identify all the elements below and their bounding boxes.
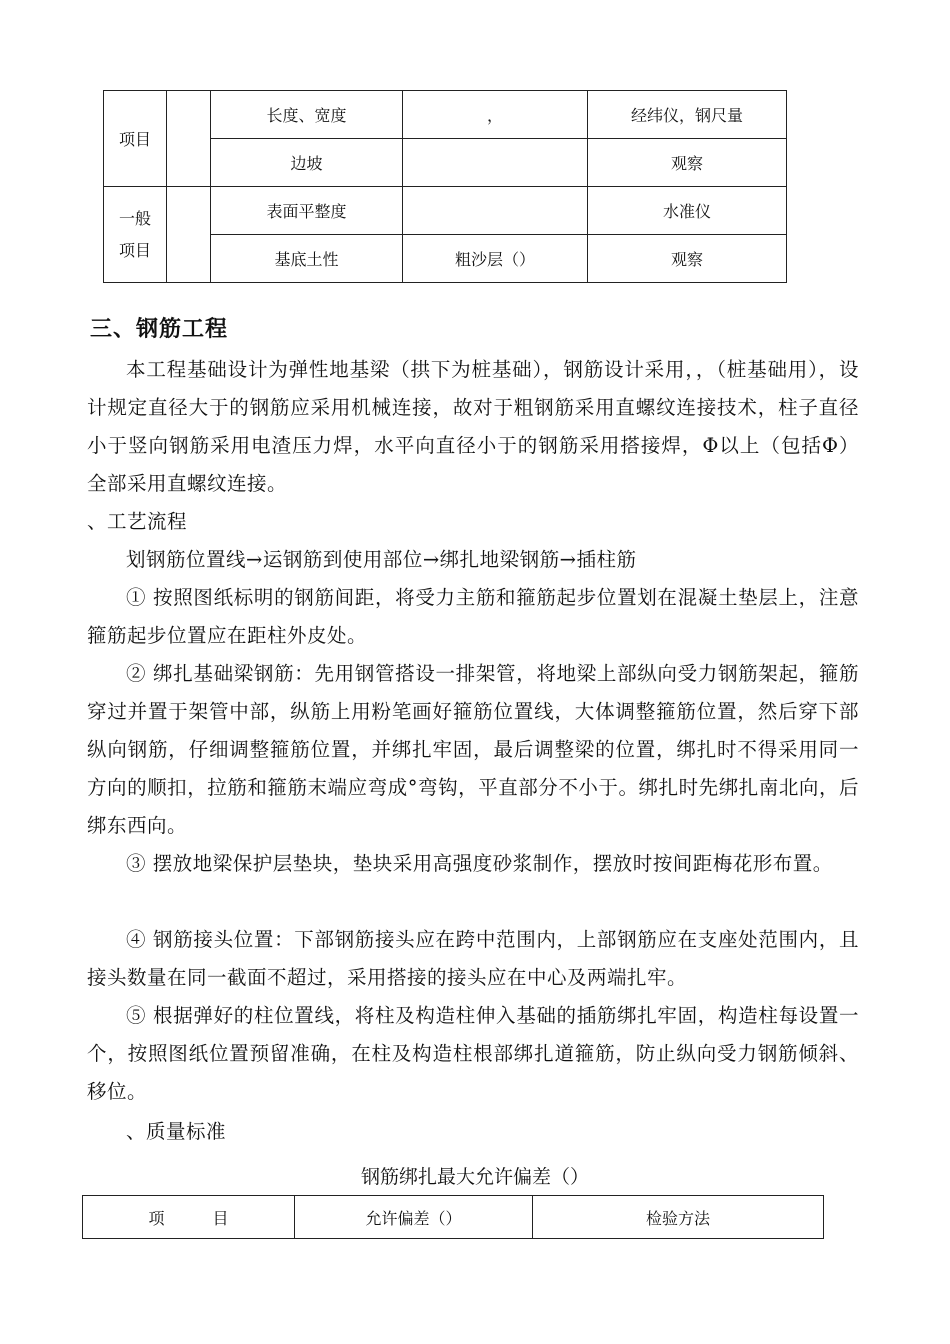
subheading-quality: 、质量标准 [126, 1120, 227, 1143]
intro-paragraph: 本工程基础设计为弹性地基梁（拱下为桩基础），钢筋设计采用，，（桩基础用），设计规定直径大于的钢筋应采用机械连接，故对于粗钢筋采用直螺纹连接技术，柱子直径小于竖向钢筋采用电渣压力焊，水平向直径小于的钢筋采用搭接焊，Φ以上（包括Φ）全部采用直螺纹连接。 [87, 358, 859, 495]
inspection-table-top [103, 90, 787, 283]
step-paragraph: ① 按照图纸标明的钢筋间距，将受力主筋和箍筋起步位置划在混凝土垫层上，注意箍筋起步位置应在距柱外皮处。 [87, 586, 859, 647]
method-cell: 观察 [588, 139, 787, 187]
step-paragraph: ② 绑扎基础梁钢筋：先用钢管搭设一排架管，将地梁上部纵向受力钢筋架起，箍筋穿过并置于架管中部，纵筋上用粉笔画好箍筋位置线，大体调整箍筋位置，然后穿下部纵向钢筋，仔细调整箍筋位置，并绑扎牢固，最后调整梁的位置，绑扎时不得采用同一方向的顺扣，拉筋和箍筋末端应弯成°弯钩，平直部分不小于。绑扎时先绑扎南北向，后绑东西向。 [87, 662, 859, 837]
method-cell: 观察 [588, 235, 787, 283]
method-cell: 经纬仪，钢尺量 [588, 91, 787, 139]
step-paragraph: ③ 摆放地梁保护层垫块，垫块采用高强度砂浆制作，摆放时按间距梅花形布置。 [126, 852, 833, 875]
section-heading: 三、钢筋工程 [90, 316, 229, 342]
value-cell: ， [403, 91, 588, 139]
value-cell [403, 187, 588, 235]
tolerance-table [82, 1195, 824, 1239]
method-cell: 水准仪 [588, 187, 787, 235]
group-label-main: 项目 [104, 91, 167, 187]
value-cell: 粗沙层（） [403, 235, 588, 283]
header-cell: 项 目 [83, 1196, 295, 1239]
step-paragraph: ⑤ 根据弹好的柱位置线，将柱及构造柱伸入基础的插筋绑扎牢固，构造柱每设置一个，按照图纸位置预留准确，在柱及构造柱根部绑扎道箍筋，防止纵向受力钢筋倾斜、移位。 [87, 1004, 859, 1103]
group-label-line: 项目 [118, 240, 151, 260]
value-cell [403, 139, 588, 187]
item-cell: 表面平整度 [211, 187, 403, 235]
item-cell: 长度、宽度 [211, 91, 403, 139]
header-cell: 允许偏差（） [295, 1196, 533, 1239]
item-cell: 基底土性 [211, 235, 403, 283]
process-flow: 划钢筋位置线→运钢筋到使用部位→绑扎地梁钢筋→插柱筋 [126, 548, 637, 571]
header-cell: 检验方法 [533, 1196, 824, 1239]
group-label-line: 一般 [118, 208, 151, 228]
step-paragraph: ④ 钢筋接头位置：下部钢筋接头应在跨中范围内，上部钢筋应在支座处范围内，且接头数量在同一截面不超过，采用搭接的接头应在中心及两端扎牢。 [87, 928, 859, 989]
group-label-general [104, 187, 167, 283]
blank-cell [167, 187, 211, 283]
blank-cell [167, 91, 211, 187]
item-cell: 边坡 [211, 139, 403, 187]
subheading-process: 、工艺流程 [87, 510, 188, 533]
table-caption: 钢筋绑扎最大允许偏差（） [360, 1166, 589, 1188]
